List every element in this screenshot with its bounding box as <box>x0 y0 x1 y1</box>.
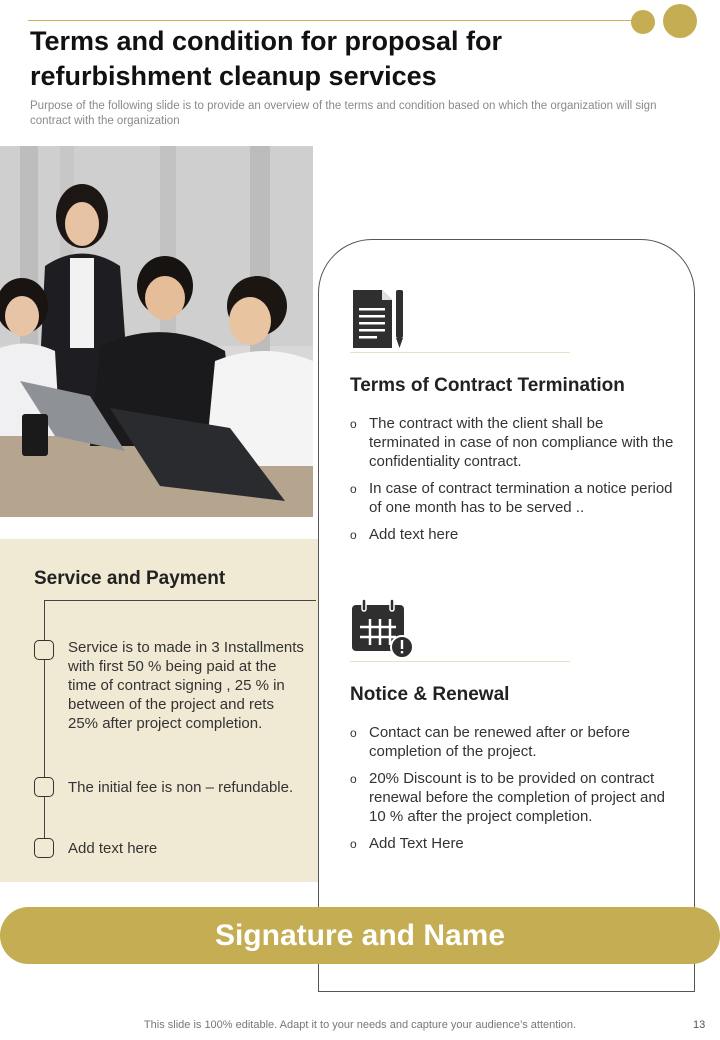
header-rule <box>28 20 640 21</box>
page-title: Terms and condition for proposal for refurbishment cleanup services <box>30 26 503 91</box>
termination-title: Terms of Contract Termination <box>350 375 625 396</box>
checkbox-icon <box>34 838 54 858</box>
renewal-rule <box>350 661 570 662</box>
list-item: o In case of contract termination a notice period of one month has to be served .. <box>350 479 675 517</box>
page-number: 13 <box>693 1019 706 1031</box>
signature-label: Signature and Name <box>214 918 506 952</box>
list-item: o Add Text Here <box>350 834 675 853</box>
service-payment-item: Add text here <box>68 840 158 857</box>
decor-dot-small <box>631 10 655 34</box>
service-payment-rule <box>44 600 316 601</box>
checkbox-icon <box>34 777 54 797</box>
document-pen-icon <box>350 288 408 355</box>
termination-list <box>350 414 675 552</box>
calendar-alert-icon <box>350 597 416 664</box>
footer-note: This slide is 100% editable. Adapt it to your needs and capture your audience’s attention. <box>143 1019 577 1031</box>
list-item: o Add text here <box>350 525 675 544</box>
service-payment-timeline <box>44 600 45 848</box>
page-subtitle: Purpose of the following slide is to provide an overview of the terms and condition based on which the organization will sign contract with the organization <box>30 100 657 127</box>
service-payment-title: Service and Payment <box>34 568 226 589</box>
renewal-title: Notice & Renewal <box>350 684 510 705</box>
decor-dot-large <box>663 4 697 38</box>
list-item: o 20% Discount is to be provided on contract renewal before the completion of project and 10 % after the project completion. <box>350 769 675 826</box>
list-item: o The contract with the client shall be terminated in case of non compliance with the confidentiality contract. <box>350 414 675 471</box>
renewal-list <box>350 723 675 861</box>
service-payment-item: Service is to made in 3 Installments with first 50 % being paid at the time of contract signing , 25 % in between of the project and rets 25% after project completion. <box>68 639 304 732</box>
list-item: o Contact can be renewed after or before completion of the project. <box>350 723 675 761</box>
team-photo <box>0 146 313 517</box>
termination-rule <box>350 352 570 353</box>
signature-bar[interactable] <box>0 907 720 964</box>
checkbox-icon <box>34 640 54 660</box>
service-payment-item: The initial fee is non – refundable. <box>68 779 294 796</box>
